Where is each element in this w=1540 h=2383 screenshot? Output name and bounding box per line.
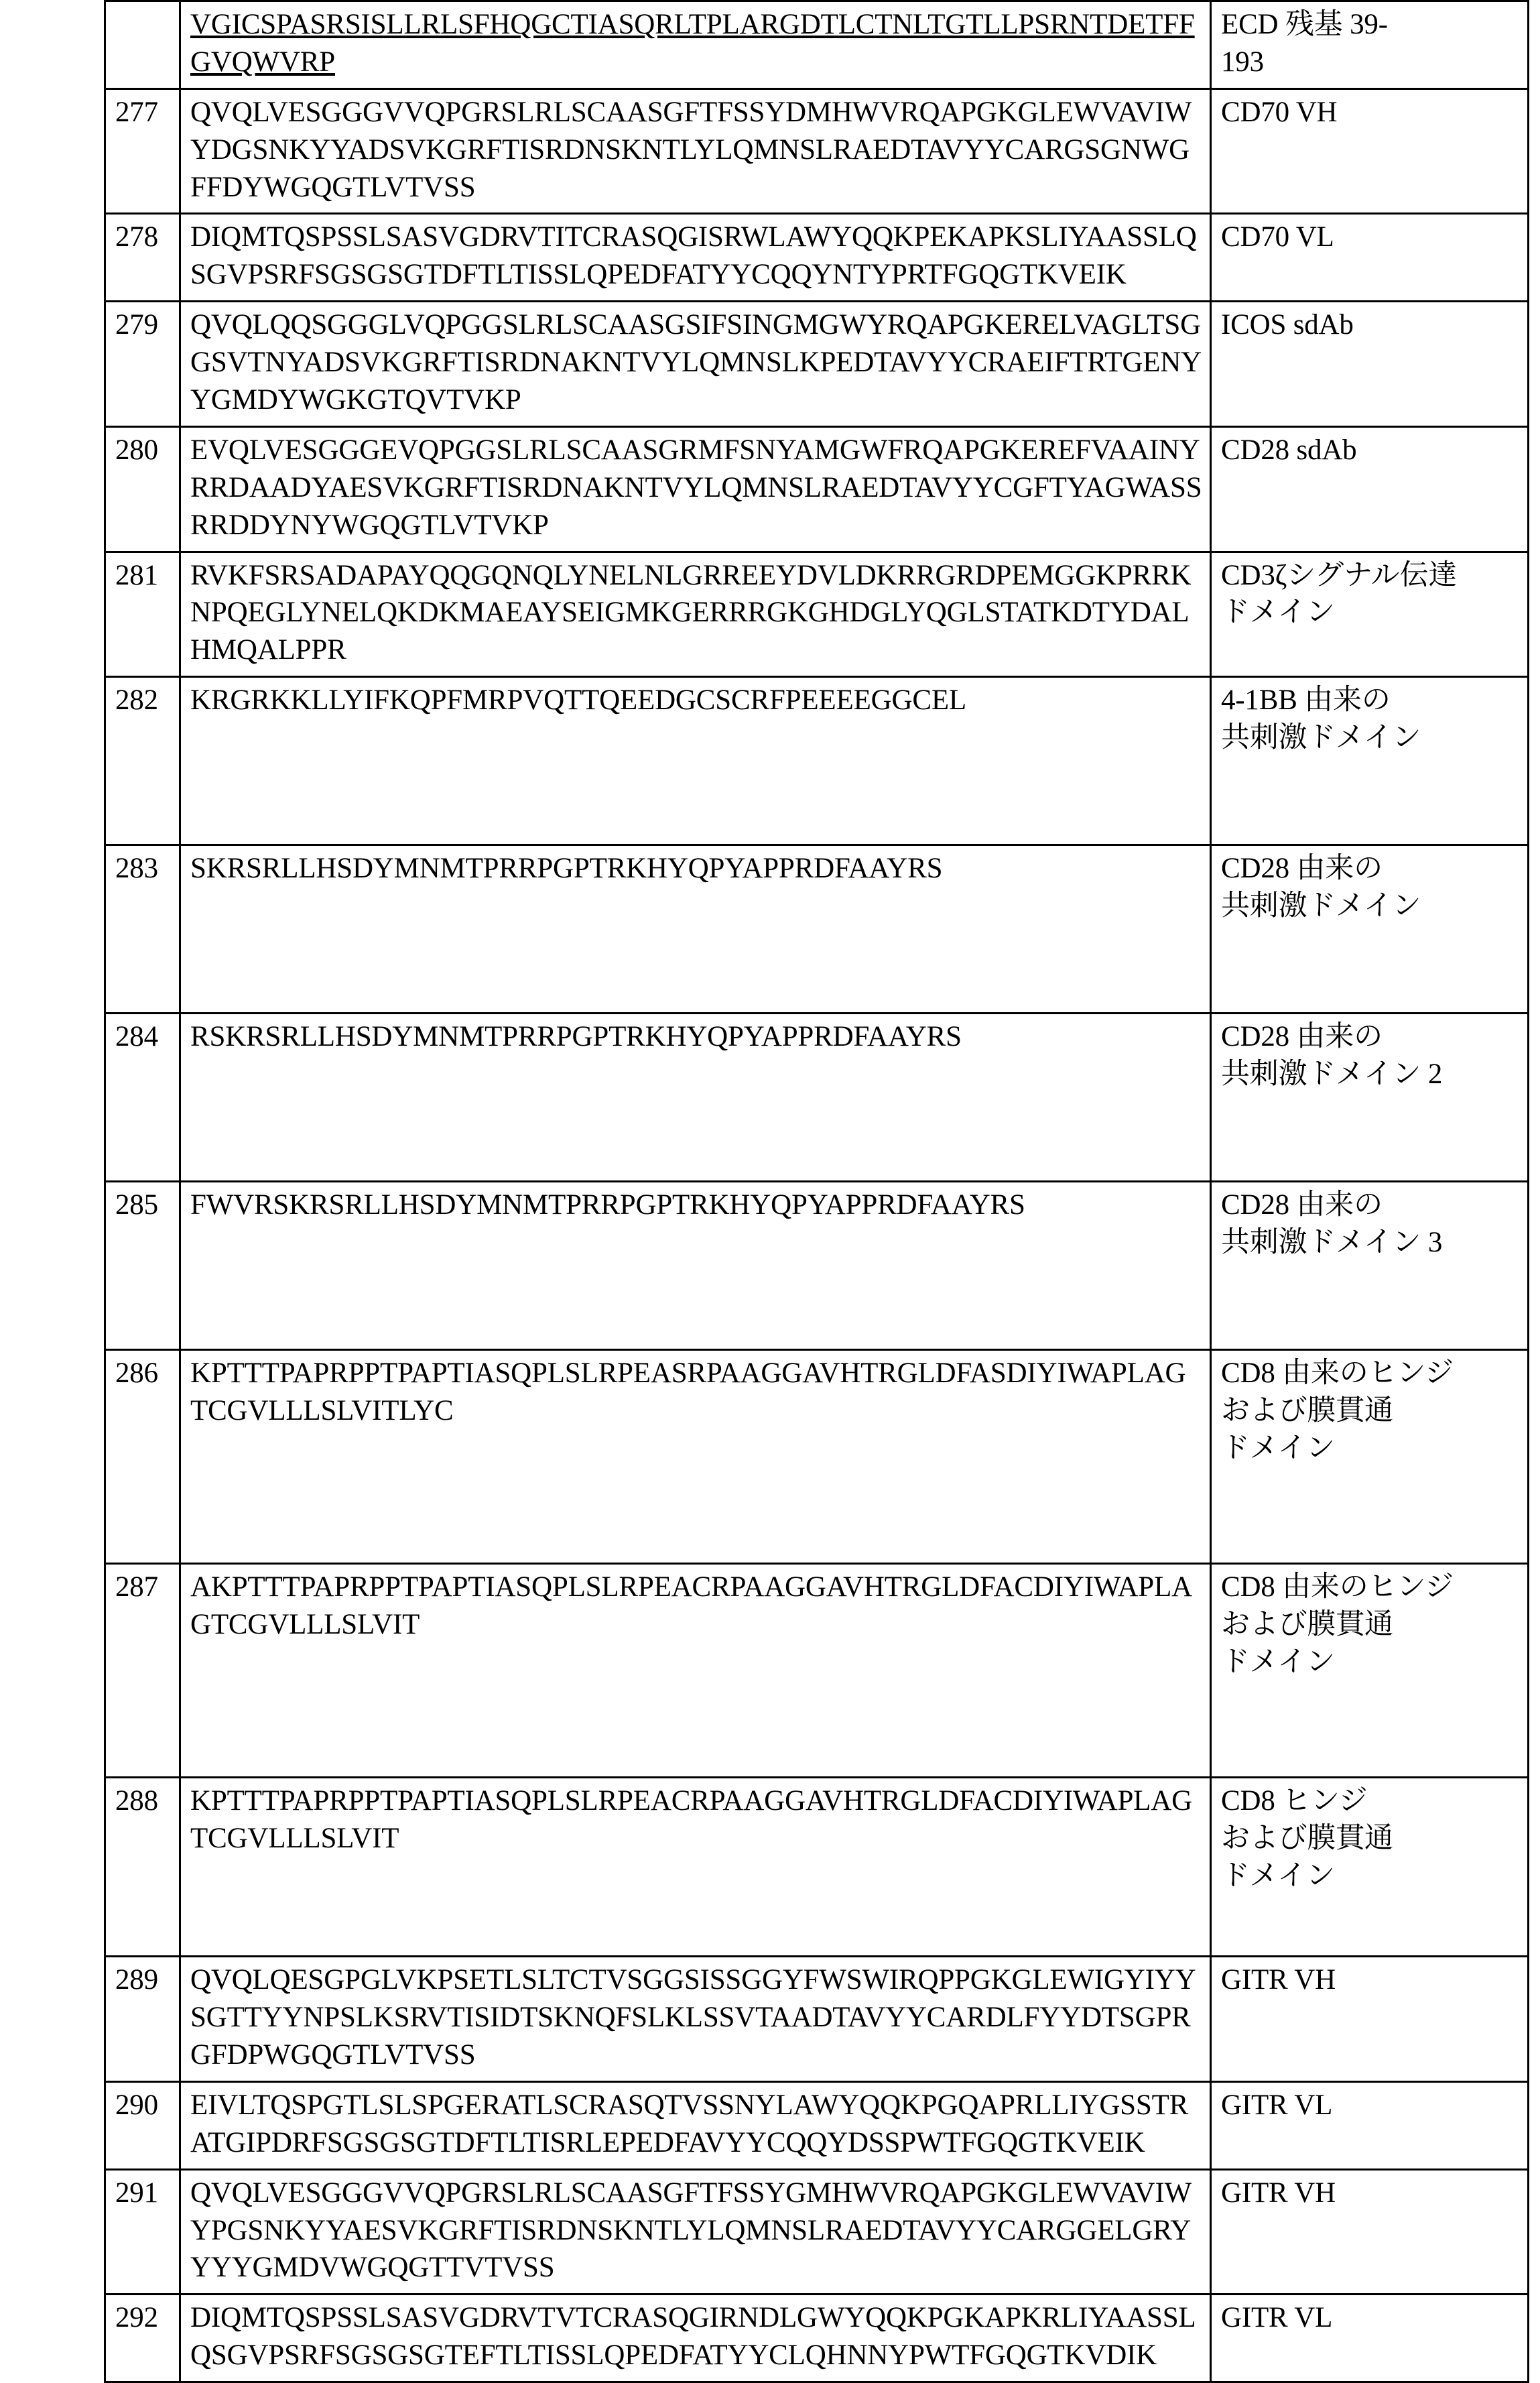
amino-acid-sequence: FWVRSKRSRLLHSDYMNMTPRRPGPTRKHYQPYAPPRDFAAYRS (190, 1189, 1025, 1221)
sequence-text-cell (180, 2169, 1211, 2295)
sequence-text-cell (180, 677, 1211, 845)
description-line: CD8 由来のヒンジ (1221, 1357, 1454, 1390)
sequence-id-cell: 289 (105, 1957, 180, 2082)
description-line: および膜貫通 (1221, 1609, 1393, 1641)
amino-acid-sequence: AKPTTTPAPRPPTPAPTIASQPLSLRPEACRPAAGGAVHTRGLDFACDIYIWAPLAGTCGVLLLSLVIT (190, 1571, 1192, 1641)
description-line: ドメイン (1221, 1432, 1335, 1465)
table-body (105, 1, 1529, 2382)
sequence-description-cell (1211, 302, 1529, 427)
description-line: および膜貫通 (1221, 1823, 1393, 1855)
sequence-text-cell (180, 1957, 1211, 2082)
description-line: GITR VL (1221, 2302, 1333, 2334)
description-line: 共刺激ドメイン 3 (1221, 1227, 1443, 1259)
sequence-text-cell (180, 302, 1211, 427)
sequence-description-cell (1211, 845, 1529, 1014)
amino-acid-sequence: RSKRSRLLHSDYMNMTPRRPGPTRKHYQPYAPPRDFAAYRS (190, 1021, 962, 1053)
description-line: CD70 VH (1221, 96, 1338, 128)
sequence-text-cell (180, 2295, 1211, 2382)
sequence-description-cell (1211, 2295, 1529, 2382)
sequence-description-cell (1211, 1778, 1529, 1957)
description-line: CD28 由来の (1221, 1189, 1383, 1221)
table-row (105, 1957, 1529, 2082)
table-row (105, 677, 1529, 845)
amino-acid-sequence: QVQLVESGGGVVQPGRSLRLSCAASGFTFSSYGMHWVRQAPGKGLEWVAVIWYPGSNKYYAESVKGRFTISRDNSKNTLYLQMNSLRAEDTAVYYCARGGELGRYYYYGMDVWGQGTTVTVSS (190, 2177, 1192, 2284)
sequence-description-cell (1211, 88, 1529, 214)
sequence-id-cell: 286 (105, 1350, 180, 1564)
sequence-text-cell (180, 845, 1211, 1014)
sequence-description-cell (1211, 426, 1529, 552)
sequence-id-cell: 288 (105, 1778, 180, 1957)
sequence-text-cell (180, 1350, 1211, 1564)
sequence-id-cell: 282 (105, 677, 180, 845)
sequence-id-cell: 290 (105, 2081, 180, 2169)
table-row (105, 1014, 1529, 1182)
sequence-text-cell (180, 1182, 1211, 1350)
sequence-id-cell: 291 (105, 2169, 180, 2295)
amino-acid-sequence: KPTTTPAPRPPTPAPTIASQPLSLRPEASRPAAGGAVHTRGLDFASDIYIWAPLAGTCGVLLLSLVITLYC (190, 1357, 1186, 1427)
table-row (105, 1778, 1529, 1957)
amino-acid-sequence: EVQLVESGGGEVQPGGSLRLSCAASGRMFSNYAMGWFRQAPGKEREFVAAINYRRDAADYAESVKGRFTISRDNAKNTVYLQMNSLRAEDTAVYYCGFTYAGWASSRRDDYNYWGQGTLVTVKP (190, 434, 1202, 541)
sequence-id-cell: 277 (105, 88, 180, 214)
description-line: 共刺激ドメイン (1221, 890, 1421, 922)
description-line: GITR VL (1221, 2089, 1333, 2121)
description-line: CD8 由来のヒンジ (1221, 1571, 1454, 1603)
sequence-text-cell (180, 426, 1211, 552)
sequence-text-cell (180, 552, 1211, 677)
sequence-description-cell (1211, 677, 1529, 845)
sequence-text-cell (180, 1564, 1211, 1778)
description-line: 共刺激ドメイン (1221, 722, 1421, 754)
amino-acid-sequence: SKRSRLLHSDYMNMTPRRPGPTRKHYQPYAPPRDFAAYRS (190, 853, 943, 885)
description-line: ドメイン (1221, 1860, 1335, 1892)
amino-acid-sequence: KRGRKKLLYIFKQPFMRPVQTTQEEDGCSCRFPEEEEGGCEL (190, 684, 966, 717)
description-line: CD8 ヒンジ (1221, 1785, 1368, 1817)
description-line: ドメイン (1221, 597, 1335, 629)
sequence-description-cell (1211, 1957, 1529, 2082)
table-row (105, 1350, 1529, 1564)
description-line: CD28 由来の (1221, 1021, 1383, 1053)
description-line: GITR VH (1221, 1964, 1336, 1996)
table-row (105, 2081, 1529, 2169)
description-line: ECD 残基 39- (1221, 9, 1388, 40)
sequence-id-cell (105, 1, 180, 89)
sequence-listing-table (104, 0, 1529, 2383)
amino-acid-sequence: EIVLTQSPGTLSLSPGERATLSCRASQTVSSNYLAWYQQKPGQAPRLLIYGSSTRATGIPDRFSGSGSGTDFTLTISRLEPEDFAVYYCQQYDSSPWTFGQGTKVEIK (190, 2089, 1189, 2158)
amino-acid-sequence: QVQLQESGPGLVKPSETLSLTCTVSGGSISSGGYFWSWIRQPPGKGLEWIGYIYYSGTTYYNPSLKSRVTISIDTSKNQFSLKLSSVTAADTAVYYCARDLFYYDTSGPRGFDPWGQGTLVTVSS (190, 1964, 1196, 2071)
sequence-text-cell (180, 214, 1211, 302)
amino-acid-sequence: QVQLQQSGGGLVQPGGSLRLSCAASGSIFSINGMGWYRQAPGKERELVAGLTSGGSVTNYADSVKGRFTISRDNAKNTVYLQMNSLKPEDTAVYYCRAEIFTRTGENYYGMDYWGKGTQVTVKP (190, 309, 1202, 416)
table-row (105, 214, 1529, 302)
sequence-text-cell (180, 1014, 1211, 1182)
sequence-id-cell: 281 (105, 552, 180, 677)
table-row (105, 1, 1529, 89)
description-line: CD28 由来の (1221, 853, 1383, 885)
description-line: CD70 VL (1221, 221, 1334, 253)
sequence-description-cell (1211, 214, 1529, 302)
table-row (105, 426, 1529, 552)
sequence-text-cell (180, 88, 1211, 214)
table-row (105, 845, 1529, 1014)
table-row (105, 2169, 1529, 2295)
description-line: CD3ζシグナル伝達 (1221, 559, 1458, 591)
sequence-description-cell (1211, 1, 1529, 89)
table-row (105, 1182, 1529, 1350)
sequence-id-cell: 285 (105, 1182, 180, 1350)
sequence-id-cell: 280 (105, 426, 180, 552)
table-row (105, 2295, 1529, 2382)
sequence-description-cell (1211, 1350, 1529, 1564)
sequence-description-cell (1211, 1014, 1529, 1182)
sequence-text-cell (180, 1778, 1211, 1957)
table-row (105, 552, 1529, 677)
table-row (105, 1564, 1529, 1778)
sequence-description-cell (1211, 1182, 1529, 1350)
sequence-text-cell (180, 2081, 1211, 2169)
amino-acid-sequence: DIQMTQSPSSLSASVGDRVTVTCRASQGIRNDLGWYQQKPGKAPKRLIYAASSLQSGVPSRFSGSGSGTEFTLTISSLQPEDFATYYCLQHNNYPWTFGQGTKVDIK (190, 2302, 1196, 2372)
sequence-id-cell: 287 (105, 1564, 180, 1778)
table-row (105, 88, 1529, 214)
description-line: 193 (1221, 46, 1264, 78)
sequence-id-cell: 292 (105, 2295, 180, 2382)
amino-acid-sequence: DIQMTQSPSSLSASVGDRVTITCRASQGISRWLAWYQQKPEKAPKSLIYAASSLQSGVPSRFSGSGSGTDFTLTISSLQPEDFATYYCQQYNTYPRTFGQGTKVEIK (190, 221, 1197, 291)
description-line: CD28 sdAb (1221, 434, 1357, 466)
amino-acid-sequence: QVQLVESGGGVVQPGRSLRLSCAASGFTFSSYDMHWVRQAPGKGLEWVAVIWYDGSNKYYADSVKGRFTISRDNSKNTLYLQMNSLRAEDTAVYYCARGSGNWGFFDYWGQGTLVTVSS (190, 96, 1192, 203)
sequence-description-cell (1211, 1564, 1529, 1778)
description-line: 4-1BB 由来の (1221, 684, 1391, 717)
description-line: GITR VH (1221, 2177, 1336, 2209)
sequence-description-cell (1211, 2081, 1529, 2169)
amino-acid-sequence: RVKFSRSADAPAYQQGQNQLYNELNLGRREEYDVLDKRRGRDPEMGGKPRRKNPQEGLYNELQKDKMAEAYSEIGMKGERRRGKGHDGLYQGLSTATKDTYDALHMQALPPR (190, 559, 1192, 666)
table-row (105, 302, 1529, 427)
description-line: ドメイン (1221, 1646, 1335, 1678)
sequence-id-cell: 279 (105, 302, 180, 427)
amino-acid-sequence: KPTTTPAPRPPTPAPTIASQPLSLRPEACRPAAGGAVHTRGLDFACDIYIWAPLAGTCGVLLLSLVIT (190, 1785, 1192, 1855)
sequence-description-cell (1211, 552, 1529, 677)
sequence-id-cell: 284 (105, 1014, 180, 1182)
sequence-id-cell: 283 (105, 845, 180, 1014)
description-line: ICOS sdAb (1221, 309, 1354, 341)
sequence-id-cell: 278 (105, 214, 180, 302)
description-line: および膜貫通 (1221, 1395, 1393, 1427)
description-line: 共刺激ドメイン 2 (1221, 1058, 1443, 1091)
sequence-text-cell (180, 1, 1211, 89)
sequence-description-cell (1211, 2169, 1529, 2295)
amino-acid-sequence: VGICSPASRSISLLRLSFHQGCTIASQRLTPLARGDTLCTNLTGTLLPSRNTDETFFGVQWVRP (190, 9, 1195, 78)
